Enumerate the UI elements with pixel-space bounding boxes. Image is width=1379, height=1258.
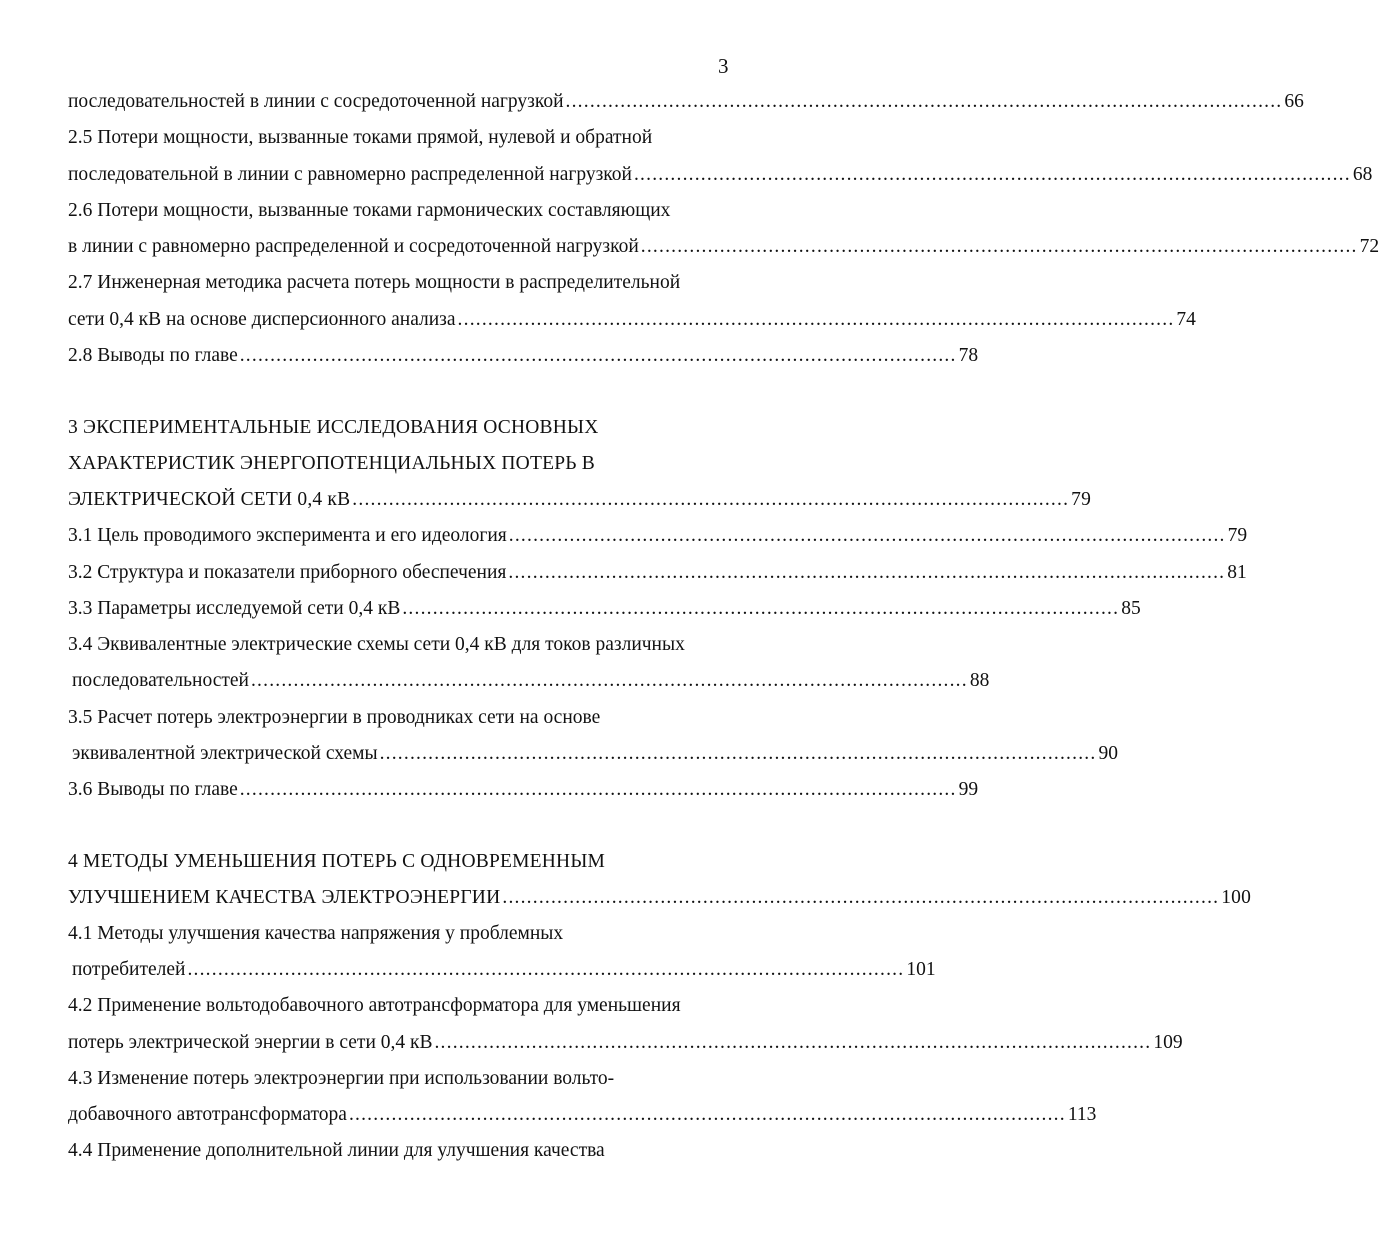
toc-entry [72,669,990,693]
toc-entry-page: 100 [1221,887,1252,908]
toc-entry-text: потребителей [72,959,186,980]
toc-entry-text: последовательностей [72,670,249,691]
toc-entry [68,597,1141,621]
toc-entry-text: 3 ЭКСПЕРИМЕНТАЛЬНЫЕ ИССЛЕДОВАНИЯ ОСНОВНЫХ [68,417,599,438]
toc-entry-page: 78 [958,345,979,366]
toc-entry-text: 3.2 Структура и показатели приборного обеспечения [68,562,507,583]
toc-entry-text: 2.5 Потери мощности, вызванные токами прямой, нулевой и обратной [68,127,653,148]
toc-entry [68,126,713,150]
toc-entry [68,163,1373,187]
toc-entry-text: последовательной в линии с равномерно распределенной нагрузкой [68,164,632,185]
toc-entry-text: ХАРАКТЕРИСТИК ЭНЕРГОПОТЕНЦИАЛЬНЫХ ПОТЕРЬ В [68,453,595,474]
leader-dots: ...................................................................................................................... [633,164,1351,185]
leader-dots: ...................................................................................................................... [187,959,905,980]
toc-entry-text: ЭЛЕКТРИЧЕСКОЙ СЕТИ 0,4 кВ [68,489,351,510]
leader-dots: ...................................................................................................................... [352,489,1070,510]
toc-entry-text: сети 0,4 кВ на основе дисперсионного анализа [68,309,456,330]
toc-entry-text: 2.7 Инженерная методика расчета потерь мощности в распределительной [68,272,681,293]
toc-entry-page: 113 [1067,1104,1097,1125]
leader-dots: ...................................................................................................................... [250,670,968,691]
leader-dots: ...................................................................................................................... [402,598,1120,619]
toc-entry [68,271,713,295]
toc-entry-text: 3.4 Эквивалентные электрические схемы сети 0,4 кВ для токов различных [68,634,685,655]
toc-entry [68,633,713,657]
leader-dots: ...................................................................................................................... [239,345,957,366]
toc-entry-text: УЛУЧШЕНИЕМ КАЧЕСТВА ЭЛЕКТРОЭНЕРГИИ [68,887,501,908]
toc-entry [68,561,1247,585]
page-number: 3 [718,54,729,78]
chapter-heading [68,416,713,440]
toc-entry [68,344,979,368]
toc-entry [68,778,979,802]
toc-entry [68,1139,713,1163]
toc-entry-page: 79 [1071,489,1092,510]
toc-entry [68,524,1248,548]
toc-entry [68,994,713,1018]
toc-entry-page: 101 [906,959,936,980]
leader-dots: ...................................................................................................................... [502,887,1220,908]
leader-dots: ...................................................................................................................... [239,779,957,800]
toc-entry-page: 68 [1352,164,1373,185]
chapter-heading [68,452,713,476]
leader-dots: ...................................................................................................................... [434,1032,1152,1053]
toc-entry-text: 3.6 Выводы по главе [68,779,238,800]
toc-entry-text: потерь электрической энергии в сети 0,4 кВ [68,1032,433,1053]
toc-entry-page: 99 [958,779,979,800]
leader-dots: ...................................................................................................................... [640,236,1358,257]
toc-entry-text: 3.1 Цель проводимого эксперимента и его идеология [68,525,507,546]
chapter-heading [68,850,713,874]
leader-dots: ...................................................................................................................... [565,91,1283,112]
toc-entry [68,1103,1097,1127]
toc-entry-text: эквивалентной электрической схемы [72,743,378,764]
toc-entry [68,1067,713,1091]
toc-entry [68,1031,1183,1055]
toc-entry-text: 3.5 Расчет потерь электроэнергии в проводниках сети на основе [68,707,601,728]
toc-entry-text: 4.2 Применение вольтодобавочного автотрансформатора для уменьшения [68,995,681,1016]
toc-entry [68,199,713,223]
toc-entry-text: 4.3 Изменение потерь электроэнергии при использовании вольто- [68,1068,615,1089]
toc-entry-text: 2.8 Выводы по главе [68,345,238,366]
toc-entry-text: 4 МЕТОДЫ УМЕНЬШЕНИЯ ПОТЕРЬ С ОДНОВРЕМЕННЫМ [68,851,606,872]
toc-entry-page: 72 [1359,236,1379,257]
toc-entry [68,706,713,730]
toc-entry-text: 4.4 Применение дополнительной линии для улучшения качества [68,1140,605,1161]
toc-entry-text: последовательностей в линии с сосредоточенной нагрузкой [68,91,564,112]
leader-dots: ...................................................................................................................... [379,743,1097,764]
toc-entry-text: в линии с равномерно распределенной и сосредоточенной нагрузкой [68,236,639,257]
toc-entry [68,90,1304,114]
toc-entry-page: 88 [969,670,990,691]
toc-entry [72,742,1118,766]
toc-entry-text: 3.3 Параметры исследуемой сети 0,4 кВ [68,598,401,619]
toc-entry-page: 79 [1227,525,1248,546]
toc-entry-page: 81 [1227,562,1247,583]
toc-entry-text: добавочного автотрансформатора [68,1104,347,1125]
toc-entry [68,235,1379,259]
leader-dots: ...................................................................................................................... [348,1104,1066,1125]
chapter-heading [68,488,1092,512]
toc-entry [72,958,936,982]
toc-entry-text: 4.1 Методы улучшения качества напряжения у проблемных [68,923,564,944]
toc-entry [68,308,1196,332]
chapter-heading [68,886,1252,910]
toc-entry-page: 74 [1176,309,1196,330]
toc-entry [68,922,713,946]
toc-entry-page: 66 [1284,91,1304,112]
toc-entry-text: 2.6 Потери мощности, вызванные токами гармонических составляющих [68,200,671,221]
leader-dots: ...................................................................................................................... [508,562,1226,583]
leader-dots: ...................................................................................................................... [457,309,1175,330]
toc-entry-page: 109 [1153,1032,1183,1053]
leader-dots: ...................................................................................................................... [508,525,1226,546]
toc-entry-page: 85 [1121,598,1141,619]
toc-entry-page: 90 [1098,743,1118,764]
